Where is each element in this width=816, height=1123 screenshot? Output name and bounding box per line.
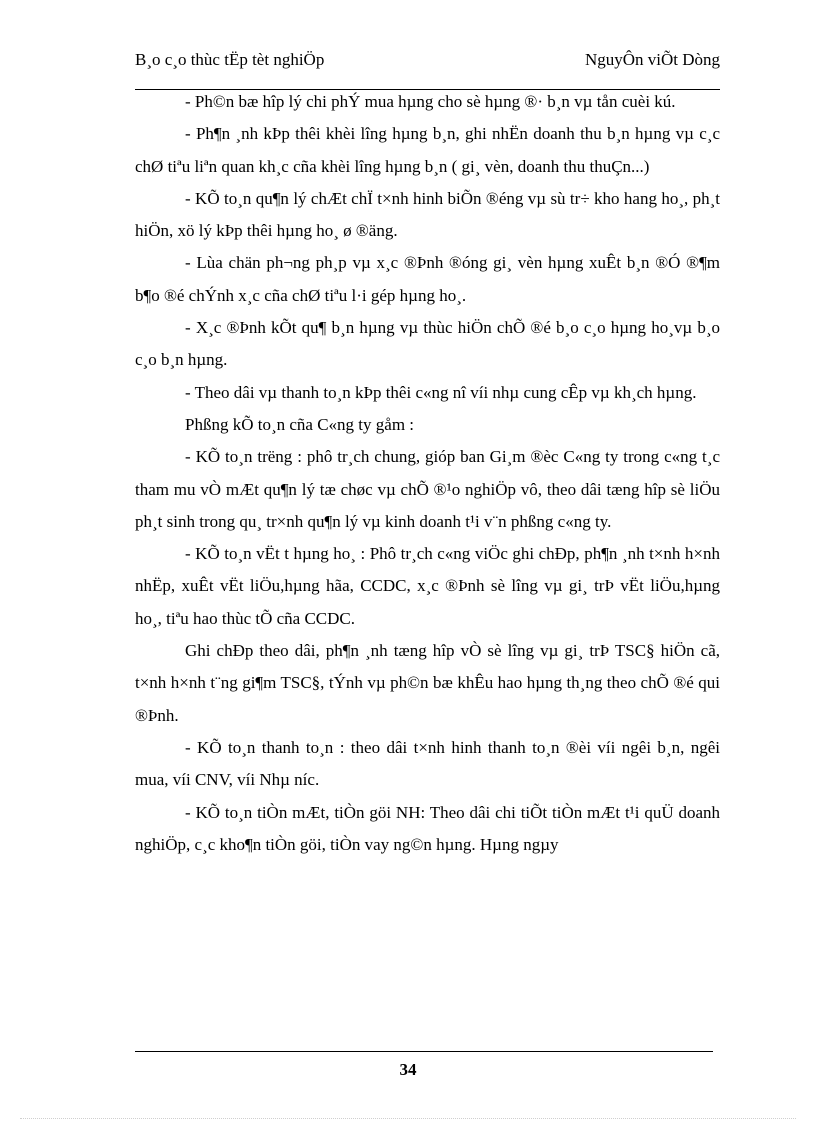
paragraph: - KÕ to¸n trëng : phô tr¸ch chung, gióp ban Gi¸m ®èc C«ng ty trong c«ng t¸c tham mu vÒ mÆt qu¶n lý tæ chøc vµ chÕ ®¹o nghiÖp vô, theo dâi tæng hîp sè liÖu ph¸t sinh trong qu¸ tr×nh qu¶n lý vµ kinh doanh t¹i v¨n phßng c«ng ty. [135, 447, 720, 531]
page-edge [20, 1118, 796, 1119]
paragraph: - KÕ to¸n vËt t hµng ho¸ : Phô tr¸ch c«ng viÖc ghi chÐp, ph¶n ¸nh t×nh h×nh nhËp, xuÊt vËt liÖu,hµng hãa, CCDC, x¸c ®Þnh sè lîng vµ gi¸ trÞ vËt liÖu,hµng ho¸, tiªu hao thùc tÕ cña CCDC. [135, 544, 720, 628]
paragraph: - X¸c ®Þnh kÕt qu¶ b¸n hµng vµ thùc hiÖn chÕ ®é b¸o c¸o hµng ho¸vµ b¸o c¸o b¸n hµng. [135, 318, 720, 370]
body-text [135, 86, 720, 861]
header-author-name: NguyÔn viÕt Dòng [584, 50, 720, 69]
footer-divider [135, 1051, 713, 1052]
paragraph: Phßng kÕ to¸n cña C«ng ty gåm : [185, 414, 415, 434]
paragraph: - Ph©n bæ hîp lý chi phÝ mua hµng cho sè hµng ®· b¸n vµ tån cuèi kú. [185, 92, 676, 111]
paragraph: - Ph¶n ¸nh kÞp thêi khèi lîng hµng b¸n, ghi nhËn doanh thu b¸n hµng vµ c¸c chØ tiªu liªn quan kh¸c cña khèi lîng hµng b¸n ( gi¸ vèn, doanh thu thuÇn...) [135, 124, 720, 176]
paragraph: - KÕ to¸n thanh to¸n : theo dâi t×nh hinh thanh to¸n ®èi víi ngêi b¸n, ngêi mua, víi CNV, víi Nhµ níc. [135, 737, 720, 790]
paragraph: - KÕ to¸n tiÒn mÆt, tiÒn göi NH: Theo dâi chi tiÕt tiÒn mÆt t¹i quÜ doanh nghiÖp, c¸c kho¶n tiÒn göi, tiÒn vay ng©n hµng. Hµng ngµy [135, 802, 720, 854]
paragraph: - Lùa chän ph¬ng ph¸p vµ x¸c ®Þnh ®óng gi¸ vèn hµng xuÊt b¸n ®Ó ®¶m b¶o ®é chÝnh x¸c cña chØ tiªu l·i gép hµng ho¸. [135, 253, 720, 305]
header-report-title: B¸o c¸o thùc tËp tèt nghiÖp [135, 50, 325, 69]
paragraph: Ghi chÐp theo dâi, ph¶n ¸nh tæng hîp vÒ sè lîng vµ gi¸ trÞ TSC§ hiÖn cã, t×nh h×nh t¨ng gi¶m TSC§, tÝnh vµ ph©n bæ khÊu hao hµng th¸ng theo chÕ ®é qui ®Þnh. [135, 641, 720, 725]
paragraph: - KÕ to¸n qu¶n lý chÆt chÏ t×nh hinh biÕn ®éng vµ sù tr÷ kho hang ho¸, ph¸t hiÖn, xö lý kÞp thêi hµng ho¸ ø ®äng. [135, 188, 720, 241]
page-number: 34 [399, 1060, 417, 1079]
paragraph: - Theo dâi vµ thanh to¸n kÞp thêi c«ng nî víi nhµ cung cÊp vµ kh¸ch hµng. [185, 382, 697, 402]
running-header [135, 46, 720, 74]
